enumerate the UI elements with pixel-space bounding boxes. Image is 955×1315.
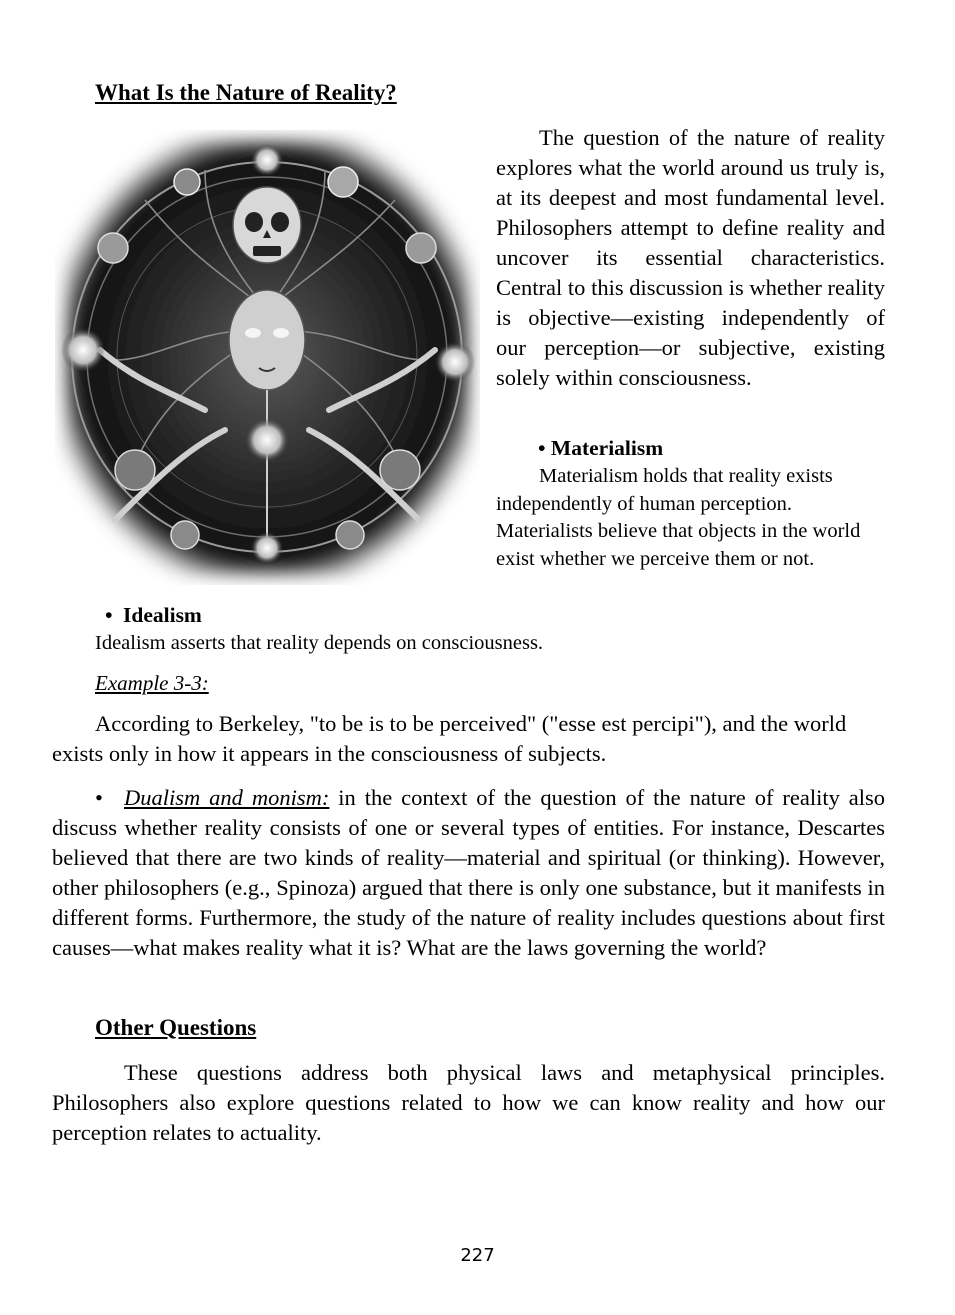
other-questions-paragraph: These questions address both physical laws and metaphysical principles. Philosophers also explore questions related to how we can know reality and how our perception relates to actuality.	[52, 1060, 885, 1145]
idealism-title: Idealism	[123, 603, 202, 627]
idealism-heading	[105, 603, 202, 628]
materialism-text: Materialism holds that reality exists independently of human perception. Materialists believe that objects in the world exist whether we perceive them or not.	[496, 465, 861, 570]
dualism-paragraph	[52, 783, 885, 963]
page-number: 227	[460, 1245, 495, 1266]
idealism-text: Idealism asserts that reality depends on consciousness.	[95, 632, 544, 654]
other-questions-heading: Other Questions	[95, 1015, 257, 1040]
materialism-title: Materialism	[550, 436, 664, 460]
dualism-text: in the context of the question of the nature of reality also discuss whether reality consists of one or several types of entities. For instance, Descartes believed that there are two kinds of reality—material and spiritual (or thinking). However, other philosophers (e.g., Spinoza) argued that there is only one substance, but it manifests in different forms. Furthermore, the study of the nature of reality includes questions about first causes—what makes reality what it is? What are the laws governing the world?	[52, 785, 886, 960]
bullet-icon: •	[105, 603, 113, 627]
materialism-heading	[538, 436, 663, 461]
berkeley-paragraph: According to Berkeley, "to be is to be perceived" ("esse est percipi"), and the world exists only in how it appears in the consciousness of subjects.	[52, 711, 847, 766]
section-heading: What Is the Nature of Reality?	[95, 80, 397, 105]
bullet-icon: •	[95, 785, 103, 810]
example-label: Example 3-3:	[95, 671, 209, 695]
dualism-lead: Dualism and monism:	[124, 785, 330, 810]
intro-paragraph: The question of the nature of reality explores what the world around us truly is, at its deepest and most fundamental level. Philosophers attempt to define reality and uncover its essential characteristics. Central to this discussion is whether reality is objective—existing independently of our perception—or subjective, existing solely within consciousness.	[496, 125, 885, 390]
bullet-icon: •	[538, 436, 546, 460]
mystic-skull-goddess-illustration-icon	[55, 130, 480, 585]
